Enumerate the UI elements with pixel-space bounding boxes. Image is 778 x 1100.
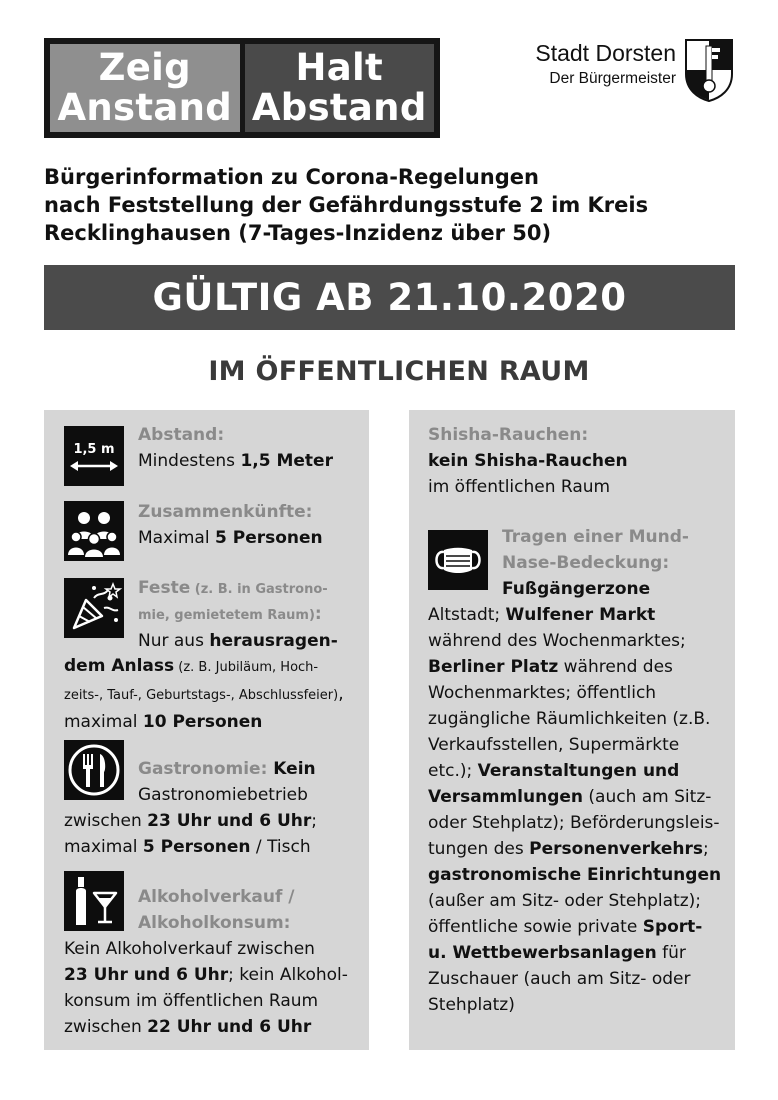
maske-location-3: Berliner Platz: [428, 657, 559, 677]
alkohol-text-3: konsum im öffentlichen Raum: [64, 991, 319, 1011]
gastronomie-heading-bold: Kein: [267, 759, 316, 779]
gastronomie-heading: Gastronomie:: [138, 759, 268, 779]
party-popper-icon: [64, 578, 124, 638]
feste-heading-colon: :: [314, 604, 322, 624]
maske-text-3: während des Wochenmarktes;: [428, 631, 686, 651]
maske-text-8: etc.);: [428, 761, 478, 781]
zusammenkuenfte-block: [138, 499, 323, 551]
alkohol-text-2: ; kein Alkohol-: [228, 965, 348, 985]
maske-heading-block: [502, 524, 689, 602]
gastronomie-max-value: 5 Personen: [142, 837, 251, 857]
alkohol-heading-2: Alkoholkonsum:: [138, 913, 291, 933]
issuer-city: Stadt Dorsten: [535, 40, 676, 66]
city-crest-icon: [684, 38, 734, 102]
maske-text-17: Stehplatz): [428, 995, 515, 1015]
alkohol-text: Kein Alkoholverkauf zwischen: [64, 939, 315, 959]
maske-text-7: Verkaufsstellen, Supermärkte: [428, 735, 680, 755]
distance-icon: [64, 426, 124, 486]
logo-text-anstand: Anstand: [57, 86, 233, 129]
cutlery-icon: [64, 740, 124, 800]
intro-line: nach Feststellung der Gefährdungsstufe 2 im Kreis: [44, 193, 649, 217]
maske-text-11-end: ;: [703, 839, 709, 859]
maske-text-13: (außer am Sitz- oder Stehplatz);: [428, 891, 702, 911]
maske-text-6: zugängliche Räumlichkeiten (z.B.: [428, 709, 711, 729]
alkohol-heading: Alkoholverkauf /: [138, 887, 295, 907]
logo-text-abstand: Abstand: [251, 86, 427, 129]
validity-banner: GÜLTIG AB 21.10.2020: [44, 265, 735, 330]
feste-heading: Feste: [138, 578, 191, 598]
feste-example: (z. B. Jubiläum, Hoch-: [174, 660, 319, 675]
maske-text-4: während des: [558, 657, 673, 677]
gastronomie-max-text: maximal: [64, 837, 143, 857]
abstand-heading: Abstand:: [138, 425, 225, 445]
maske-location-5: Versammlungen: [428, 787, 583, 807]
feste-text: Nur aus: [138, 631, 210, 651]
feste-text-end: ,: [338, 684, 344, 704]
shisha-rule: kein Shisha-Rauchen: [428, 451, 628, 471]
feste-text-bold: herausragen-: [209, 631, 338, 651]
maske-text-9: (auch am Sitz-: [583, 787, 712, 807]
maske-text-5: Wochenmarktes; öffentlich: [428, 683, 657, 703]
bottle-glass-icon: [64, 871, 124, 931]
feste-heading-block: [138, 576, 338, 654]
gastronomie-time-value: 23 Uhr und 6 Uhr: [147, 811, 312, 831]
alkohol-time-value-2: 22 Uhr und 6 Uhr: [147, 1017, 312, 1037]
feste-heading-note-2: mie, gemietetem Raum): [138, 608, 315, 623]
maske-location: Fußgängerzone: [502, 579, 651, 599]
logo-text-halt: Halt: [295, 46, 383, 89]
abstand-block: [138, 422, 333, 474]
zusammenkuenfte-value: 5 Personen: [214, 528, 323, 548]
feste-example-2: zeits-, Tauf-, Geburtstags-, Abschlussfeier): [64, 688, 339, 703]
maske-heading: Tragen einer Mund-: [502, 527, 689, 547]
logo-left-panel: [50, 44, 240, 132]
feste-heading-note: (z. B. in Gastrono-: [190, 582, 328, 597]
intro-line: Bürgerinformation zu Corona-Regelungen: [44, 165, 539, 189]
alkohol-heading-block: [138, 884, 295, 936]
zusammenkuenfte-heading: Zusammenkünfte:: [138, 502, 313, 522]
maske-text-11: tungen des: [428, 839, 530, 859]
shisha-text: im öffentlichen Raum: [428, 477, 611, 497]
shisha-block: [428, 422, 628, 500]
gastronomie-time-text: zwischen: [64, 811, 148, 831]
left-info-panel: [44, 410, 369, 1050]
maske-text-16: Zuschauer (auch am Sitz- oder: [428, 969, 691, 989]
logo-right-panel: [245, 44, 435, 132]
abstand-value: 1,5 Meter: [240, 451, 333, 471]
issuer-office: Der Bürgermeister: [549, 70, 676, 87]
feste-text-block: [64, 653, 344, 735]
abstand-text: Mindestens: [138, 451, 241, 471]
intro-line: Recklinghausen (7-Tages-Inzidenz über 50): [44, 221, 552, 245]
maske-text-14: öffentliche sowie private: [428, 917, 643, 937]
maske-location-9: u. Wettbewerbsanlagen: [428, 943, 657, 963]
maske-text-block: [428, 602, 721, 1018]
maske-location-2: Wulfener Markt: [505, 605, 656, 625]
gastronomie-text-block: [64, 808, 317, 860]
logo-text-zeig: Zeig: [98, 46, 191, 89]
right-info-panel: [409, 410, 735, 1050]
gastronomie-text: Gastronomiebetrieb: [138, 785, 308, 805]
maske-text: Altstadt;: [428, 605, 506, 625]
issuer-block: [496, 38, 676, 90]
alkohol-time-value: 23 Uhr und 6 Uhr: [64, 965, 229, 985]
alkohol-text-block: [64, 936, 348, 1040]
intro-heading: [44, 163, 744, 247]
feste-text-bold-2: dem Anlass: [64, 656, 175, 676]
zusammenkuenfte-text: Maximal: [138, 528, 215, 548]
alkohol-text-4: zwischen: [64, 1017, 148, 1037]
gastronomie-time-end: ;: [311, 811, 318, 831]
distance-icon-label: 1,5 m: [73, 442, 115, 457]
gastronomie-max-end: / Tisch: [250, 837, 311, 857]
maske-location-7: gastronomische Einrichtungen: [428, 865, 722, 885]
face-mask-icon: [428, 530, 488, 590]
feste-max-value: 10 Personen: [142, 712, 263, 732]
group-people-icon: [64, 501, 124, 561]
campaign-logo: [44, 38, 440, 138]
section-title: IM ÖFFENTLICHEN RAUM: [208, 356, 590, 387]
maske-location-6: Personenverkehrs: [529, 839, 704, 859]
maske-location-4: Veranstaltungen und: [477, 761, 680, 781]
maske-text-15: für: [656, 943, 686, 963]
maske-text-10: oder Stehplatz); Beförderungsleis-: [428, 813, 720, 833]
maske-location-8: Sport-: [642, 917, 703, 937]
feste-max-text: maximal: [64, 712, 143, 732]
maske-heading-2: Nase-Bedeckung:: [502, 553, 670, 573]
gastronomie-heading-block: [138, 756, 316, 808]
shisha-heading: Shisha-Rauchen:: [428, 425, 589, 445]
